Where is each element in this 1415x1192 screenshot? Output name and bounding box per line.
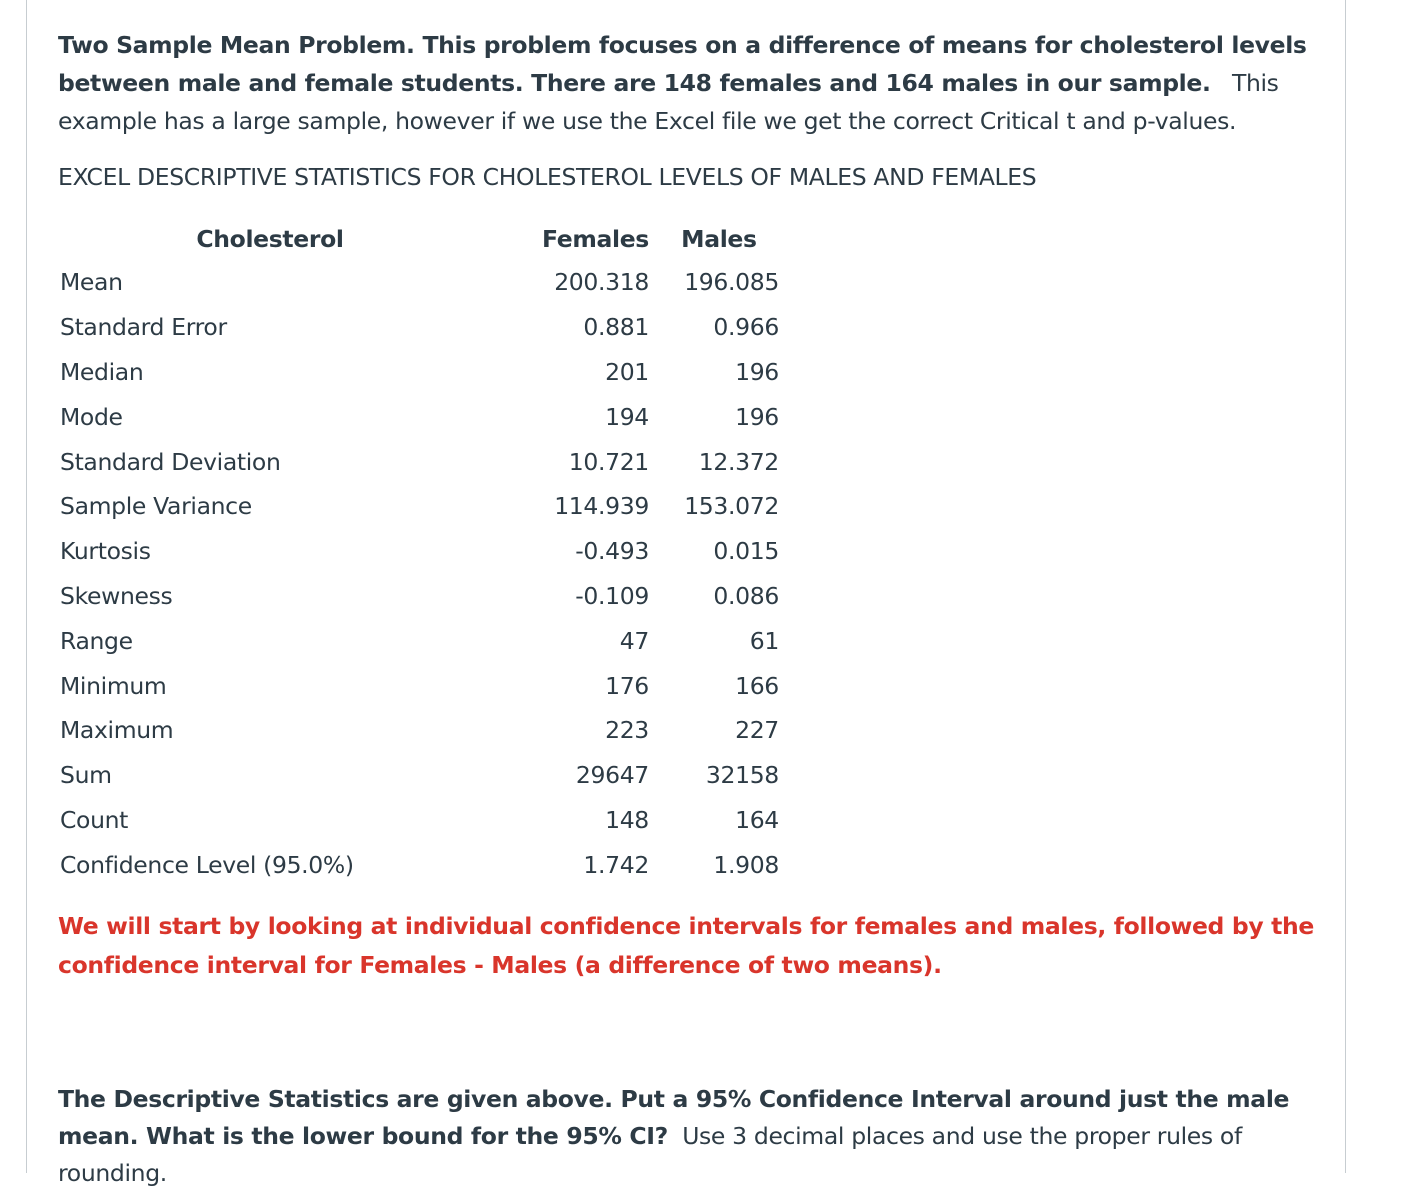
females-value: 1.742	[583, 850, 649, 879]
table-row	[60, 350, 779, 395]
males-value: 153.072	[684, 492, 779, 521]
males-value: 196	[735, 402, 779, 431]
males-value: 61	[749, 626, 779, 655]
intro-bold-text: Two Sample Mean Problem. This problem focuses on a difference of means for cholesterol levels between male and female students. There are 148 females and 164 males in our sample.	[58, 31, 1307, 97]
row-label: Standard Error	[60, 313, 227, 342]
males-value: 196	[735, 357, 779, 386]
question-normal-text: Use 3 decimal places and use the proper rules of rounding.	[58, 1122, 1242, 1188]
table-row	[60, 394, 779, 439]
descriptive-statistics-table	[60, 220, 779, 887]
table-row	[60, 842, 779, 887]
males-value: 227	[735, 716, 779, 745]
row-label: Kurtosis	[60, 537, 151, 566]
header-males: Males	[681, 225, 757, 253]
females-value: 0.881	[583, 313, 649, 342]
table-row	[60, 798, 779, 843]
table-row	[60, 753, 779, 798]
header-females: Females	[542, 225, 649, 253]
females-value: -0.109	[575, 581, 649, 610]
females-value: -0.493	[575, 537, 649, 566]
table-row	[60, 439, 779, 484]
question-bold-text: The Descriptive Statistics are given above. Put a 95% Confidence Interval around just the male mean. What is the lower bound for the 95% CI?	[58, 1085, 1290, 1151]
row-label: Sample Variance	[60, 492, 252, 521]
row-label: Median	[60, 357, 144, 386]
header-cholesterol: Cholesterol	[196, 225, 344, 253]
row-label: Range	[60, 626, 133, 655]
females-value: 114.939	[554, 492, 649, 521]
males-value: 196.085	[684, 268, 779, 297]
table-row	[60, 663, 779, 708]
row-label: Mode	[60, 402, 123, 431]
table-row	[60, 574, 779, 619]
females-value: 223	[605, 716, 649, 745]
males-value: 32158	[705, 761, 779, 790]
females-value: 29647	[575, 761, 649, 790]
table-header-row	[60, 220, 779, 260]
question-paragraph	[58, 1081, 1318, 1192]
males-value: 0.086	[713, 581, 779, 610]
row-label: Standard Deviation	[60, 447, 281, 476]
section-heading: EXCEL DESCRIPTIVE STATISTICS FOR CHOLESTEROL LEVELS OF MALES AND FEMALES	[58, 163, 1037, 191]
females-value: 200.318	[554, 268, 649, 297]
table-body	[60, 260, 779, 887]
table-row	[60, 260, 779, 305]
row-label: Sum	[60, 761, 112, 790]
females-value: 47	[619, 626, 649, 655]
table-row	[60, 484, 779, 529]
males-value: 0.966	[713, 313, 779, 342]
row-label: Mean	[60, 268, 123, 297]
males-value: 0.015	[713, 537, 779, 566]
males-value: 166	[735, 671, 779, 700]
females-value: 10.721	[568, 447, 649, 476]
intro-normal-text: This example has a large sample, however if we use the Excel file we get the correct Critical t and p-values.	[58, 69, 1279, 135]
row-label: Confidence Level (95.0%)	[60, 850, 354, 879]
row-label: Maximum	[60, 716, 174, 745]
table-row	[60, 529, 779, 574]
table-row	[60, 708, 779, 753]
intro-paragraph	[58, 26, 1318, 140]
row-label: Skewness	[60, 581, 173, 610]
table-row	[60, 618, 779, 663]
females-value: 176	[605, 671, 649, 700]
females-value: 194	[605, 402, 649, 431]
males-value: 12.372	[698, 447, 779, 476]
table-row	[60, 305, 779, 350]
question-content	[58, 26, 1318, 1192]
females-value: 201	[605, 357, 649, 386]
males-value: 164	[735, 805, 779, 834]
row-label: Minimum	[60, 671, 167, 700]
males-value: 1.908	[713, 850, 779, 879]
confidence-interval-note: We will start by looking at individual confidence intervals for females and males, followed by the confidence interval for Females - Males (a difference of two means).	[58, 912, 1314, 980]
row-label: Count	[60, 805, 129, 834]
females-value: 148	[605, 805, 649, 834]
